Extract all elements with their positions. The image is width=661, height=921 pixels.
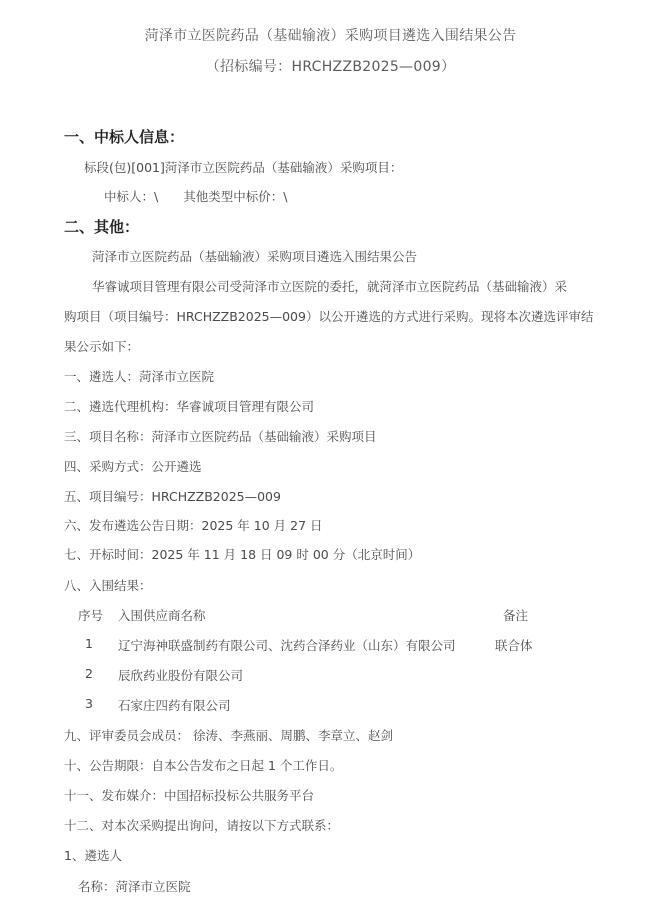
table-row-1-remark: 联合体: [495, 638, 533, 653]
contact-heading: 1、遴选人: [64, 848, 122, 863]
lot-line: 标段(包)[001]菏泽市立医院药品（基础输液）采购项目：: [84, 160, 403, 175]
table-header-supplier: 入围供应商名称: [118, 608, 206, 623]
body-paragraph-line-3: 果公示如下：: [64, 339, 140, 354]
table-row-2-supplier: 辰欣药业股份有限公司: [118, 668, 244, 683]
notice-title: 菏泽市立医院药品（基础输液）采购项目遴选入围结果公告: [144, 28, 517, 44]
table-row-1-seq: 1: [85, 636, 93, 651]
table-header-seq: 序号: [78, 608, 104, 623]
body-notice-title: 菏泽市立医院药品（基础输液）采购项目遴选入围结果公告: [92, 249, 418, 264]
item-project-number: 五、项目编号：HRCHZZB2025—009: [64, 489, 281, 504]
item-project-name: 三、项目名称：菏泽市立医院药品（基础输液）采购项目: [64, 429, 377, 444]
table-row-1-supplier: 辽宁海神联盛制药有限公司、沈药合泽药业（山东）有限公司: [118, 638, 456, 653]
item-period: 十、公告期限：自本公告发布之日起 1 个工作日。: [64, 758, 343, 773]
table-row-2-seq: 2: [85, 666, 93, 681]
item-agency: 二、遴选代理机构：华睿诚项目管理有限公司: [64, 399, 315, 414]
item-results: 八、入围结果：: [64, 578, 152, 593]
body-paragraph-line-2: 购项目（项目编号：HRCHZZB2025—009）以公开遴选的方式进行采购。现将本次遴选评审结: [64, 309, 594, 324]
item-selector: 一、遴选人：菏泽市立医院: [64, 369, 215, 384]
table-header-remark: 备注: [503, 608, 529, 623]
table-row-3-supplier: 石家庄四药有限公司: [118, 698, 231, 713]
table-row-3-seq: 3: [85, 696, 93, 711]
item-method: 四、采购方式：公开遴选: [64, 459, 202, 474]
winner-line: 中标人：\ 其他类型中标价：\: [104, 189, 288, 204]
item-announce-date: 六、发布遴选公告日期：2025 年 10 月 27 日: [64, 518, 323, 533]
notice-subtitle: （招标编号：HRCHZZB2025—009）: [205, 59, 456, 75]
item-inquiry: 十二、对本次采购提出询问，请按以下方式联系：: [64, 818, 340, 833]
body-paragraph-line-1: 华睿诚项目管理有限公司受菏泽市立医院的委托，就菏泽市立医院药品（基础输液）采: [92, 279, 568, 294]
item-media: 十一、发布媒介：中国招标投标公共服务平台: [64, 788, 315, 803]
other-heading: 二、其他：: [64, 218, 140, 236]
item-open-time: 七、开标时间：2025 年 11 月 18 日 09 时 00 分（北京时间）: [64, 547, 421, 562]
winner-info-heading: 一、中标人信息：: [64, 128, 185, 146]
item-committee: 九、评审委员会成员： 徐涛、李燕丽、周鹏、李章立、赵剑: [64, 728, 393, 743]
contact-name: 名称：菏泽市立医院: [78, 879, 191, 894]
